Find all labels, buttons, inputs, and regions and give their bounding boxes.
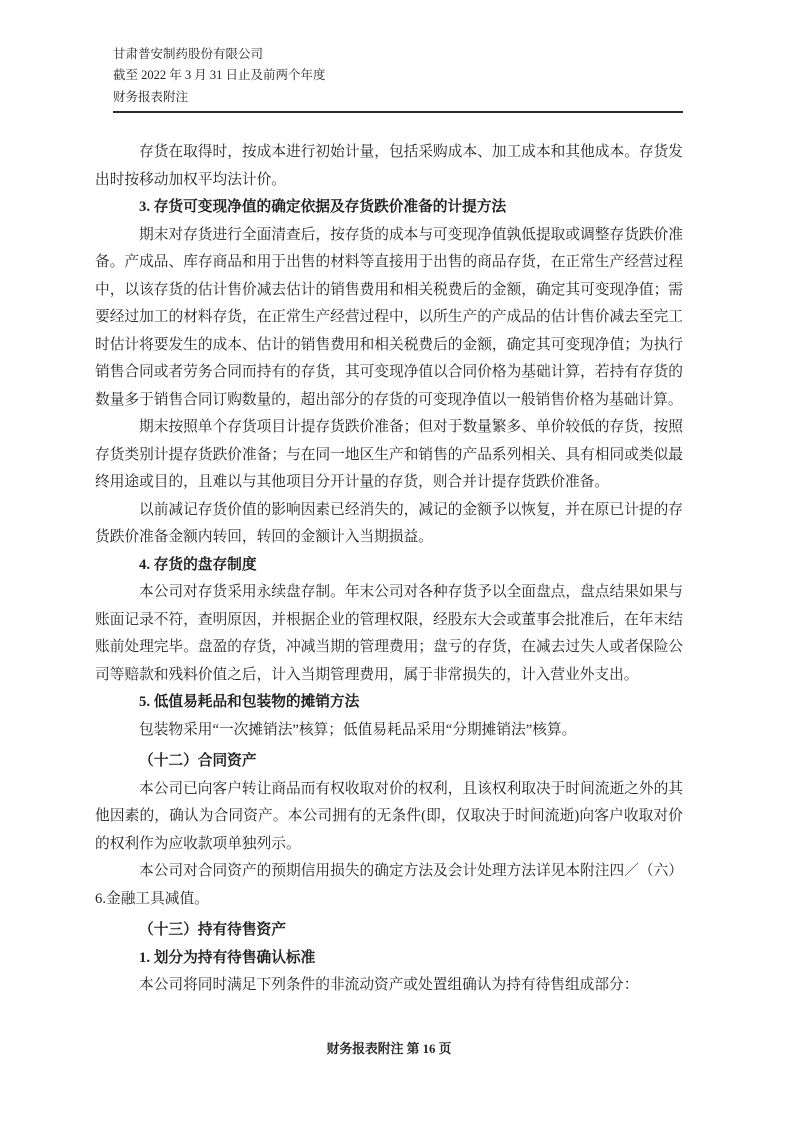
heading-inventory-count-system: 4. 存货的盘存制度 xyxy=(139,556,257,573)
header-doc-title: 财务报表附注 xyxy=(113,89,189,104)
para-contract-assets-impairment: 本公司对合同资产的预期信用损失的确定方法及会计处理方法详见本附注四／（六）6.金融工具减值。 xyxy=(95,863,683,907)
page-footer xyxy=(95,1038,683,1057)
para-nrv-reversal: 以前减记存货价值的影响因素已经消失的，减记的金额予以恢复，并在原已计提的存货跌价准备金额内转回，转回的金额计入当期损益。 xyxy=(95,501,683,546)
para-held-for-sale-conditions: 本公司将同时满足下列条件的非流动资产或处置组确认为持有待售组成部分： xyxy=(139,977,639,994)
para-nrv-determination: 期末对存货进行全面清查后，按存货的成本与可变现净值孰低提取或调整存货跌价准备。产成品、库存商品和用于出售的材料等直接用于出售的商品存货，在正常生产经营过程中，以该存货的估计售价减去估计的销售费用和相关税费后的金额，确定其可变现净值；需要经过加工的材料存货，在正常生产经营过程中，以所生产的产成品的估计售价减去至完工时估计将要发生的成本、估计的销售费用和相关税费后的金额，确定其可变现净值；为执行销售合同或者劳务合同而持有的存货，其可变现净值以合同价格为基础计算，若持有存货的数量多于销售合同订购数量的，超出部分的存货的可变现净值以一般销售价格为基础计算。 xyxy=(95,226,683,408)
heading-inventory-nrv: 3. 存货可变现净值的确定依据及存货跌价准备的计提方法 xyxy=(139,199,507,216)
para-inventory-count-system: 本公司对存货采用永续盘存制。年末公司对各种存货予以全面盘点，盘点结果如果与账面记录不符，查明原因，并根据企业的管理权限，经股东大会或董事会批准后，在年末结账前处理完毕。盘盈的存货，冲减当期的管理费用；盘亏的存货，在减去过失人或者保险公司等赔款和残料价值之后，计入当期管理费用，属于非常损失的，计入营业外支出。 xyxy=(95,584,683,683)
heading-low-value-amortization: 5. 低值易耗品和包装物的摊销方法 xyxy=(139,694,360,711)
para-inventory-initial-measurement: 存货在取得时，按成本进行初始计量，包括采购成本、加工成本和其他成本。存货发出时按移动加权平均法计价。 xyxy=(95,144,683,188)
document-body xyxy=(95,113,683,1000)
header-period-line: 截至 2022 年 3 月 31 日止及前两个年度 xyxy=(113,68,326,83)
para-low-value-amortization: 包装物采用“一次摊销法”核算；低值易耗品采用“分期摊销法”核算。 xyxy=(139,721,577,738)
heading-held-for-sale-criteria: 1. 划分为持有待售确认标准 xyxy=(139,949,316,966)
section-heading-contract-assets: （十二）合同资产 xyxy=(139,753,257,770)
page-number-label: 财务报表附注 第 16 页 xyxy=(326,1042,452,1056)
para-nrv-provision-basis: 期末按照单个存货项目计提存货跌价准备；但对于数量繁多、单价较低的存货，按照存货类别计提存货跌价准备；与在同一地区生产和销售的产品系列相关、具有相同或类似最终用途或目的，且难以与其他项目分开计量的存货，则合并计提存货跌价准备。 xyxy=(95,419,683,491)
header-company-name: 甘肃普安制药股份有限公司 xyxy=(113,47,264,61)
para-contract-assets-definition: 本公司已向客户转让商品而有权收取对价的权利，且该权利取决于时间流逝之外的其他因素的，确认为合同资产。本公司拥有的无条件(即，仅取决于时间流逝)向客户收取对价的权利作为应收款项单独列示。 xyxy=(95,780,683,852)
page-header xyxy=(113,0,683,113)
section-heading-held-for-sale: （十三）持有待售资产 xyxy=(139,922,286,939)
